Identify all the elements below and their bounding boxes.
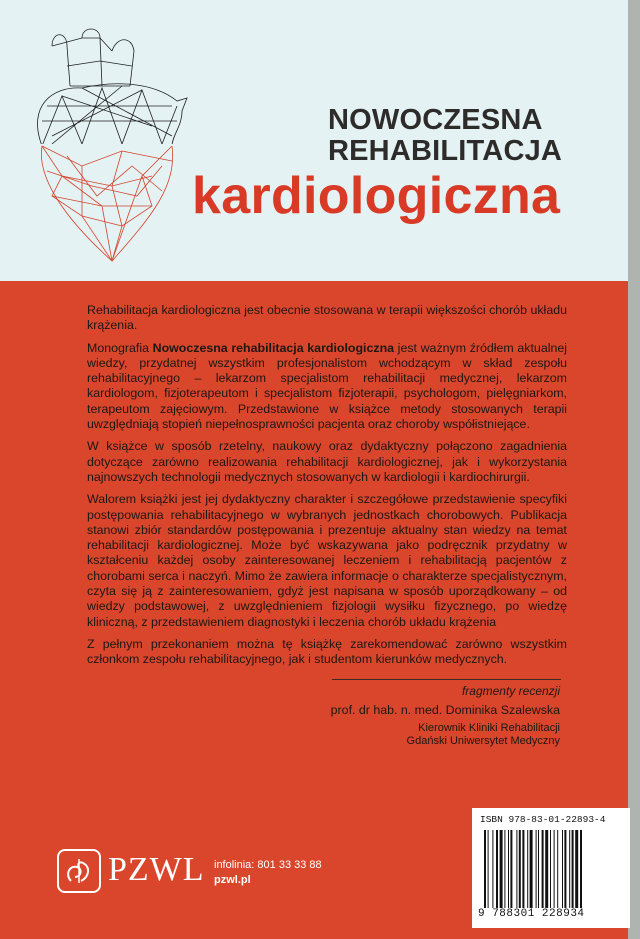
page-edge <box>628 0 640 939</box>
reviewer-name: prof. dr hab. n. med. Dominika Szalewska <box>330 703 560 717</box>
title-line-3: kardiologiczna <box>192 167 561 225</box>
reviewer-institution: Gdański Uniwersytet Medyczny <box>406 735 560 747</box>
barcode-digits: 9 788301 228934 <box>478 908 585 920</box>
review-label: fragmenty recenzji <box>461 684 560 698</box>
publisher-website: pzwl.pl <box>214 874 251 886</box>
title-line-2: REHABILITACJA <box>328 135 563 167</box>
reviewer-role: Kierownik Kliniki Rehabilitacji <box>418 722 560 734</box>
title-line-1: NOWOCZESNA <box>328 104 543 136</box>
isbn-barcode <box>472 808 630 928</box>
blurb-book-title: Nowoczesna rehabilitacja kardiologiczna <box>152 340 395 355</box>
blurb-paragraph-5: Z pełnym przekonaniem można tę książkę zarekomendować zarówno wszystkim członkom zespołu rehabilitacyjnego, jak i studentom kierunków medycznych. <box>87 636 567 667</box>
blurb-text <box>87 303 567 675</box>
blurb-paragraph-2-rest: jest ważnym źródłem aktualnej wiedzy, przydatnej wszystkim profesjonalistom wchodzącym w skład zespołu rehabilitacyjnego – lekarzom specjalistom rehabilitacji medycznej, lekarzom kardiologom, fizjoterapeutom i specjalistom fizjoterapii, psychologom, pielęgniarkom, terapeutom zajęciowym. Przedstawione w książce metody stosowanych terapii uwzględniają stopień niepełnosprawności pacjenta oraz choroby współistniejące. <box>87 340 567 432</box>
publisher-logo-icon <box>57 849 101 893</box>
review-divider <box>332 679 561 680</box>
publisher-name: PZWL <box>108 851 205 888</box>
heart-illustration-icon <box>22 26 192 266</box>
blurb-paragraph-3: W książce w sposób rzetelny, naukowy oraz dydaktyczny połączono zagadnienia dotyczące zarówno realizowania rehabilitacji kardiologicznej, jak i wykorzystania najnowszych technologii medycznych stosowanych w kardiologii i kardiochirurgii. <box>87 439 567 484</box>
publisher-infoline: infolinia: 801 33 33 88 <box>214 859 322 871</box>
blurb-paragraph-1: Rehabilitacja kardiologiczna jest obecnie stosowana w terapii większości chorób układu krążenia. <box>87 303 567 333</box>
isbn-number: ISBN 978-83-01-22893-4 <box>480 814 606 825</box>
barcode-bars <box>482 830 620 908</box>
blurb-paragraph-2-prefix: Monografia <box>87 340 153 355</box>
blurb-paragraph-4: Walorem książki jest jej dydaktyczny charakter i szczegółowe przedstawienie specyfiki postępowania rehabilitacyjnego w wybranych jednostkach chorobowych. Publikacja stanowi zbiór standardów postępowania i prezentuje aktualny stan wiedzy na temat rehabilitacji kardiologicznej. Może być wskazywana jako podręcznik przydatny w kształceniu każdej osoby zainteresowanej leczeniem i rehabilitacją pacjentów z chorobami serca i naczyń. Mimo że zawiera informacje o charakterze specjalistycznym, czyta się ją z zainteresowaniem, gdyż jest napisana w sposób uporządkowany – od wiedzy podstawowej, z uwzględnieniem fizjologii wysiłku fizycznego, po wiedzę kliniczną, z przedstawieniem diagnostyki i leczenia chorób układu krążenia <box>87 492 567 629</box>
blurb-paragraph-2 <box>87 341 567 433</box>
